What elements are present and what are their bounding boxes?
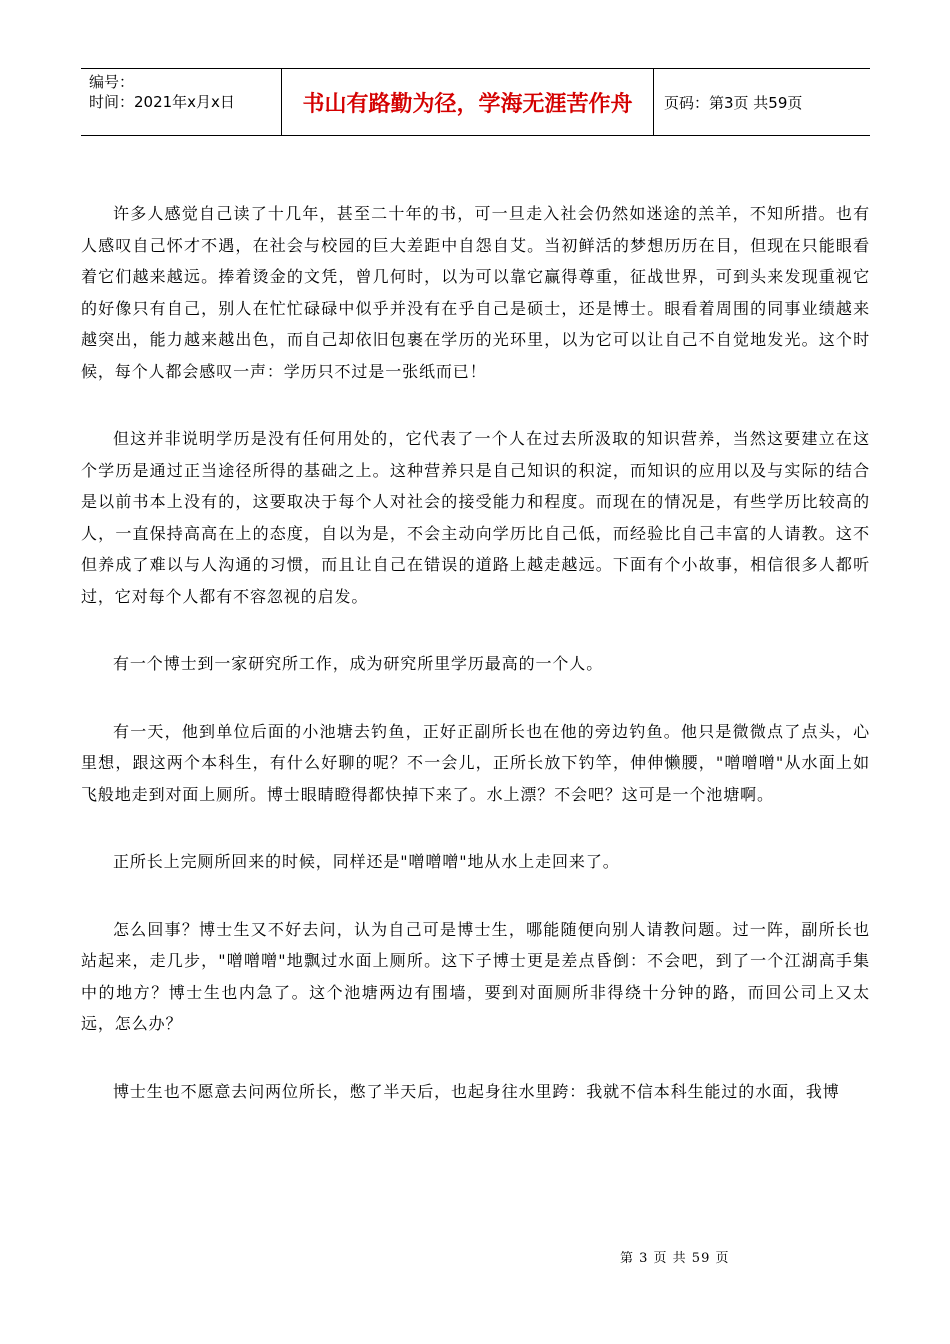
paragraph: 但这并非说明学历是没有任何用处的，它代表了一个人在过去所汲取的知识营养，当然这要建立在这个学历是通过正当途径所得的基础之上。这种营养只是自己知识的积淀，而知识的应用以及与实际的结合是以前书本上没有的，这要取决于每个人对社会的接受能力和程度。而现在的情况是，有些学历比较高的人，一直保持高高在上的态度，自以为是，不会主动向学历比自己低，而经验比自己丰富的人请教。这不但养成了难以与人沟通的习惯，而且让自己在错误的道路上越走越远。下面有个小故事，相信很多人都听过，它对每个人都有不容忽视的启发。 <box>81 429 870 606</box>
paragraph: 博士生也不愿意去问两位所长，憋了半天后，也起身往水里跨：我就不信本科生能过的水面，我博 <box>113 1081 840 1101</box>
page-footer: 第 3 页 共 59 页 <box>620 1251 730 1266</box>
paragraph: 有一天，他到单位后面的小池塘去钓鱼，正好正副所长也在他的旁边钓鱼。他只是微微点了点头，心里想，跟这两个本科生，有什么好聊的呢？不一会儿，正所长放下钓竿，伸伸懒腰，"噌噌噌"从水面上如飞般地走到对面上厕所。博士眼睛瞪得都快掉下来了。水上漂？不会吧？这可是一个池塘啊。 <box>81 721 870 804</box>
page-header <box>81 68 870 136</box>
header-motto: 书山有路勤为径，学海无涯苦作舟 <box>282 69 654 135</box>
header-meta <box>81 69 282 135</box>
document-number: 编号： <box>89 73 135 91</box>
document-body <box>81 198 870 1143</box>
paragraph: 正所长上完厕所回来的时候，同样还是"噌噌噌"地从水上走回来了。 <box>113 852 620 871</box>
header-page-info: 页码：第3页 共59页 <box>664 93 803 112</box>
paragraph: 有一个博士到一家研究所工作，成为研究所里学历最高的一个人。 <box>113 654 604 673</box>
paragraph: 许多人感觉自己读了十几年，甚至二十年的书，可一旦走入社会仍然如迷途的羔羊，不知所措。也有人感叹自己怀才不遇，在社会与校园的巨大差距中自怨自艾。当初鲜活的梦想历历在目，但现在只能眼看着它们越来越远。捧着烫金的文凭，曾几何时，以为可以靠它赢得尊重，征战世界，可到头来发现重视它的好像只有自己，别人在忙忙碌碌中似乎并没有在乎自己是硕士，还是博士。眼看着周围的同事业绩越来越突出，能力越来越出色，而自己却依旧包裹在学历的光环里，以为它可以让自己不自觉地发光。这个时候，每个人都会感叹一声：学历只不过是一张纸而已！ <box>81 204 870 381</box>
document-date: 时间：2021年x月x日 <box>89 93 235 111</box>
paragraph: 怎么回事？博士生又不好去问，认为自己可是博士生，哪能随便向别人请教问题。过一阵，副所长也站起来，走几步，"噌噌噌"地飘过水面上厕所。这下子博士更是差点昏倒：不会吧，到了一个江湖高手集中的地方？博士生也内急了。这个池塘两边有围墙，要到对面厕所非得绕十分钟的路，而回公司上又太远，怎么办？ <box>81 919 870 1033</box>
